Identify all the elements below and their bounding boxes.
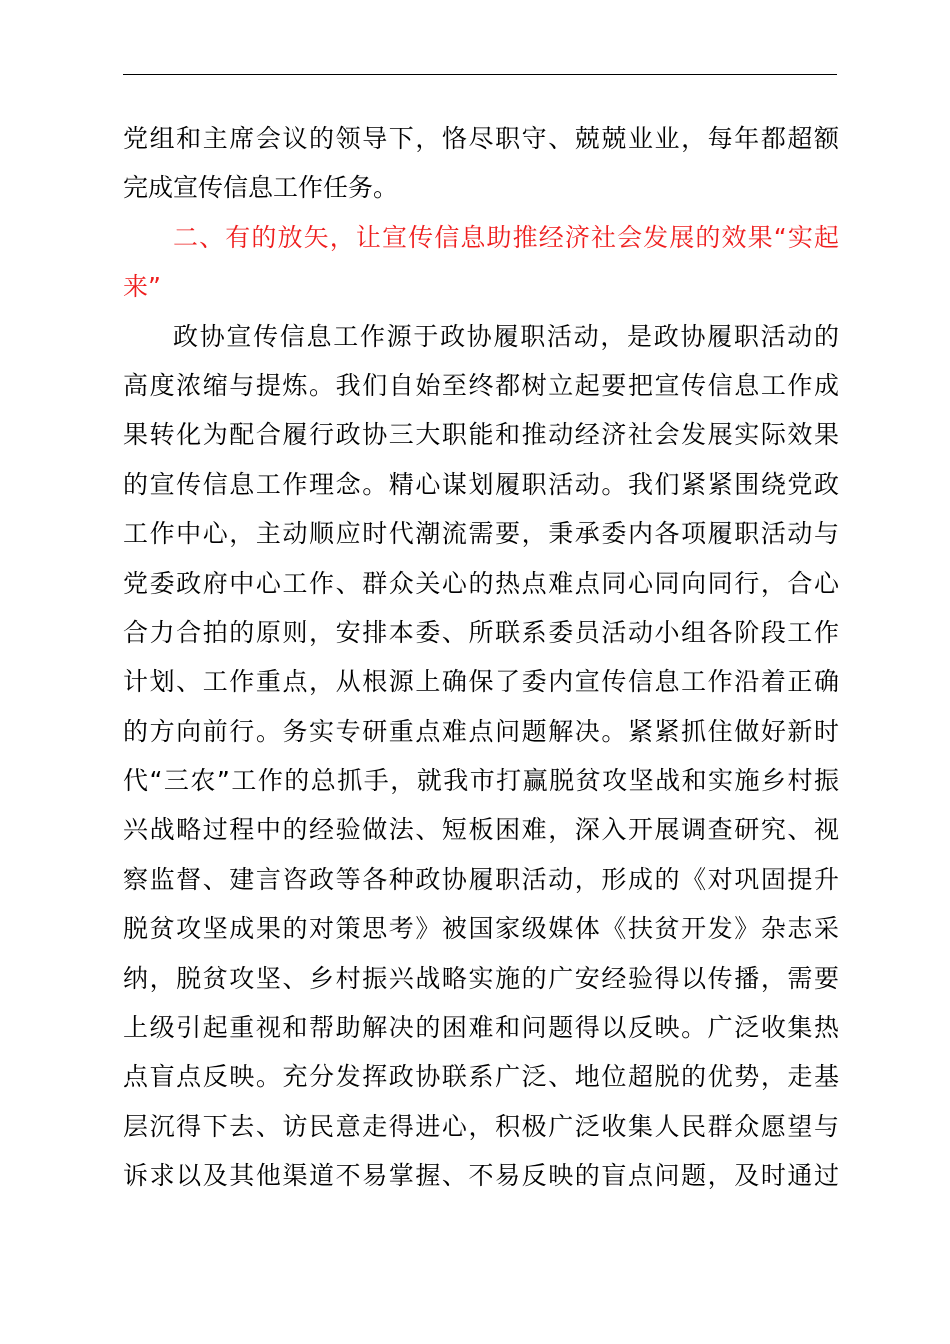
text-line: 政协宣传信息工作源于政协履职活动，是政协履职活动的 (173, 321, 839, 351)
text-line: 诉求以及其他渠道不易掌握、不易反映的盲点问题，及时通过 (123, 1161, 839, 1191)
text-line: 的方向前行。务实专研重点难点问题解决。紧紧抓住做好新时 (123, 716, 839, 746)
heading-line: 二、有的放矢，让宣传信息助推经济社会发展的效果“实起 (173, 222, 839, 252)
text-line: 党组和主席会议的领导下，恪尽职守、兢兢业业，每年都超额 (123, 124, 839, 153)
text-line: 兴战略过程中的经验做法、短板困难，深入开展调查研究、视 (123, 815, 839, 845)
paragraph-continuation (123, 114, 839, 213)
text-line: 察监督、建言咨政等各种政协履职活动，形成的《对巩固提升 (123, 864, 839, 894)
text-line: 代“三农”工作的总抓手，就我市打赢脱贫攻坚战和实施乡村振 (123, 766, 839, 796)
text-line: 层沉得下去、访民意走得进心，积极广泛收集人民群众愿望与 (123, 1111, 839, 1141)
body-paragraph (123, 312, 839, 1201)
text-line: 完成宣传信息工作任务。 (123, 173, 399, 203)
text-line: 合力合拍的原则，安排本委、所联系委员活动小组各阶段工作 (123, 617, 839, 647)
text-line: 计划、工作重点，从根源上确保了委内宣传信息工作沿着正确 (123, 667, 839, 697)
heading-line: 来” (123, 272, 161, 302)
text-line: 的宣传信息工作理念。精心谋划履职活动。我们紧紧围绕党政 (123, 469, 839, 499)
text-line: 上级引起重视和帮助解决的困难和问题得以反映。广泛收集热 (123, 1013, 839, 1043)
text-line: 党委政府中心工作、群众关心的热点难点同心同向同行，合心 (123, 568, 839, 598)
section-heading (123, 213, 839, 312)
text-line: 脱贫攻坚成果的对策思考》被国家级媒体《扶贫开发》杂志采 (123, 914, 839, 944)
text-line: 果转化为配合履行政协三大职能和推动经济社会发展实际效果 (123, 420, 839, 450)
text-line: 纳，脱贫攻坚、乡村振兴战略实施的广安经验得以传播，需要 (123, 963, 839, 993)
document-body (123, 114, 839, 1201)
text-line: 工作中心，主动顺应时代潮流需要，秉承委内各项履职活动与 (123, 519, 839, 549)
header-rule (123, 74, 837, 75)
text-line: 高度浓缩与提炼。我们自始至终都树立起要把宣传信息工作成 (123, 370, 839, 400)
text-line: 点盲点反映。充分发挥政协联系广泛、地位超脱的优势，走基 (123, 1062, 839, 1092)
